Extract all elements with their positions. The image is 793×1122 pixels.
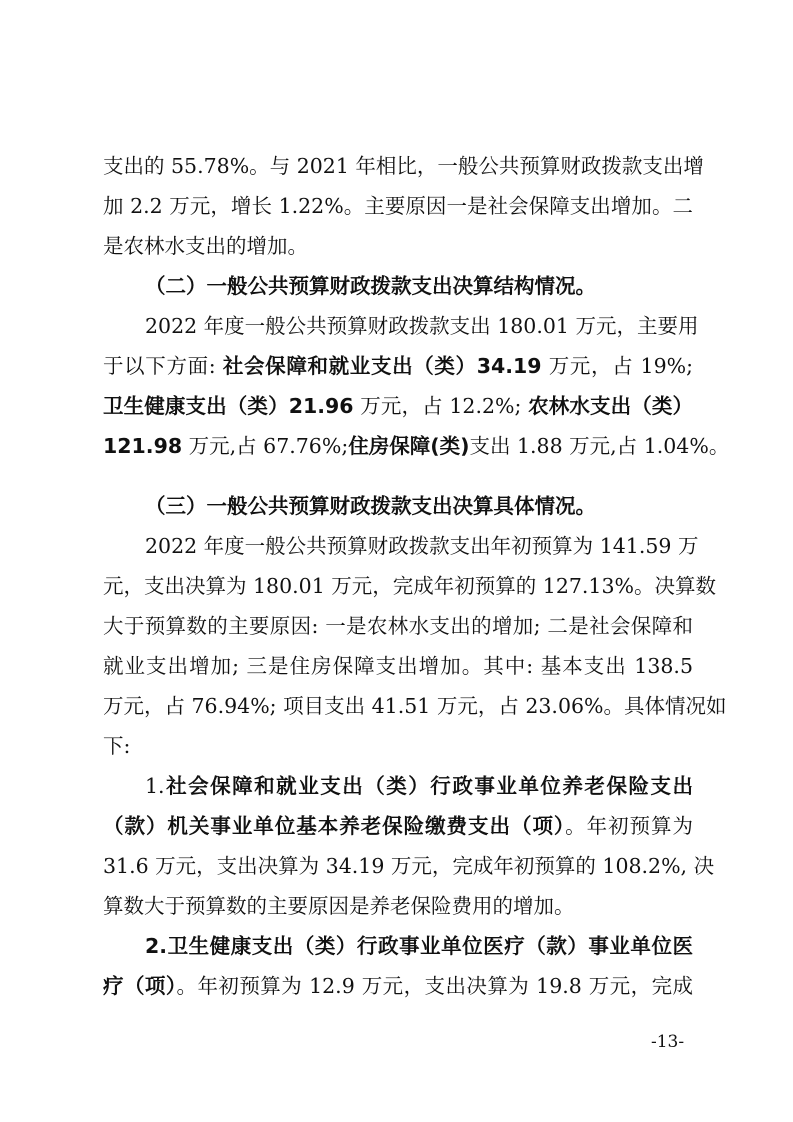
item-number: 1. [145,774,165,798]
body-line: 元，支出决算为 180.01 万元，完成年初预算的 127.13%。决算数 [103,574,716,598]
body-text: 万元,占 67.76%; [182,434,349,458]
body-line: 31.6 万元，支出决算为 34.19 万元，完成年初预算的 108.2%, 决 [103,854,715,878]
body-line [103,806,693,846]
body-line: 加 2.2 万元，增长 1.22%。主要原因一是社会保障支出增加。二 [103,194,693,218]
body-text: 万元，占 12.2%; [353,394,529,418]
body-line: 就业支出增加; 三是住房保障支出增加。其中: 基本支出 138.5 [103,654,693,678]
body-line: 万元，占 76.94%; 项目支出 41.51 万元，占 23.06%。具体情况如 [103,694,727,718]
body-text: 。年初预算为 12.9 万元，支出决算为 19.8 万元，完成 [176,974,694,998]
body-line: 2.卫生健康支出（类）行政事业单位医疗（款）事业单位医 [145,934,693,958]
emphasis-text: 卫生健康支出（类）21.96 [103,394,354,418]
page-number: -13- [651,1032,685,1052]
body-line: 2022 年度一般公共预算财政拨款支出 180.01 万元，主要用 [145,314,699,338]
section-heading: （三）一般公共预算财政拨款支出决算具体情况。 [145,494,596,518]
emphasis-text: 社会保障和就业支出（类）34.19 [222,354,542,378]
body-line: 2022 年度一般公共预算财政拨款支出年初预算为 141.59 万 [145,534,699,558]
emphasis-text: （款）机关事业单位基本养老保险缴费支出（项） [103,814,566,838]
emphasis-text: 住房保障(类) [348,434,470,458]
body-line [103,346,693,386]
emphasis-text: 121.98 [103,434,183,458]
emphasis-text: 社会保障和就业支出（类）行政事业单位养老保险支出 [164,774,693,798]
body-line: 大于预算数的主要原因: 一是农林水支出的增加; 二是社会保障和 [103,614,693,638]
body-line [103,966,693,1006]
section-heading: （二）一般公共预算财政拨款支出决算结构情况。 [145,274,596,298]
body-text: 于以下方面: [103,354,223,378]
body-line [103,386,693,426]
body-line [103,426,730,466]
body-text: 支出 1.88 万元,占 1.04%。 [469,434,730,458]
emphasis-text: 疗（项） [103,974,177,998]
body-line [145,766,693,806]
body-line: 是农林水支出的增加。 [103,234,308,258]
emphasis-text: 农林水支出（类） [528,394,693,418]
body-line: 支出的 55.78%。与 2021 年相比，一般公共预算财政拨款支出增 [103,154,704,178]
body-line: 算数大于预算数的主要原因是养老保险费用的增加。 [103,894,575,918]
body-text: 。年初预算为 [565,814,694,838]
body-text: 万元，占 19%; [541,354,693,378]
body-line: 下: [103,734,131,758]
